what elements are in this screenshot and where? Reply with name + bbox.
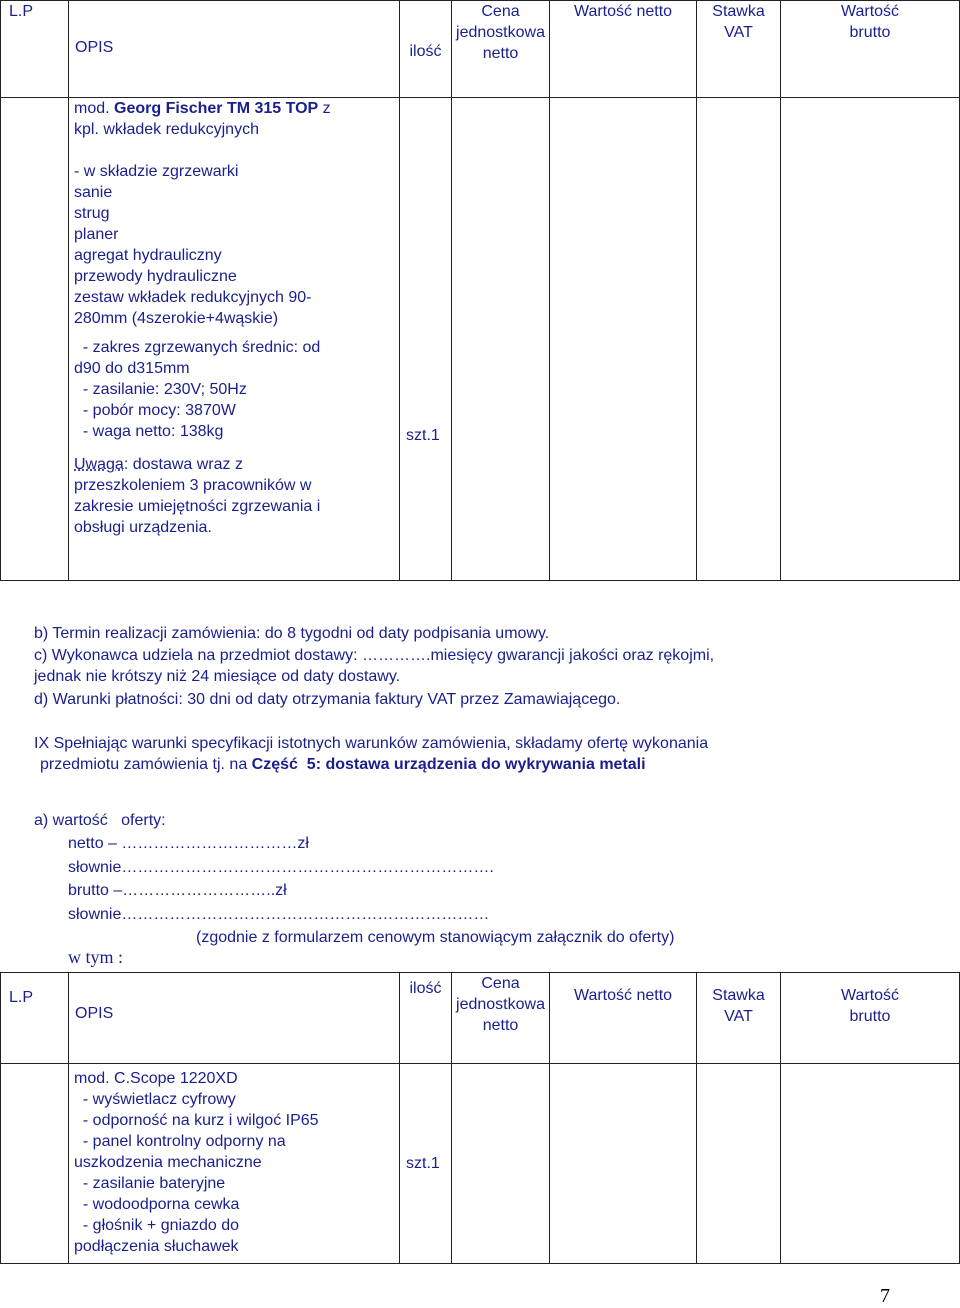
spec-line: - pobór mocy: 3870W	[74, 402, 236, 419]
header-stawka: Stawka VAT	[697, 1, 781, 98]
header-lp: L.P	[1, 1, 69, 98]
term-c-line2: jednak nie krótszy niż 24 miesiące od daty dostawy.	[34, 668, 401, 685]
offer-netto: netto – ……………………………zł	[68, 835, 309, 852]
item-net-value	[550, 98, 697, 581]
item-qty: szt.1	[400, 98, 452, 581]
section-ix-line2: przedmiotu zamówienia tj. na Część 5: dostawa urządzenia do wykrywania metali	[40, 756, 646, 773]
composition-line: - w składzie zgrzewarki	[74, 163, 239, 180]
note-line: obsługi urządzenia.	[74, 519, 212, 536]
page-number: 7	[880, 1285, 890, 1307]
header-ilosc: ilość	[400, 1, 452, 98]
item-lp-cell	[1, 98, 69, 581]
header-opis: OPIS	[69, 1, 400, 98]
composition-line: planer	[74, 226, 119, 243]
desc-line: - wodoodporna cewka	[74, 1196, 240, 1213]
table1-item-row	[1, 98, 960, 581]
item-net-value	[550, 1064, 697, 1264]
composition-line: przewody hydrauliczne	[74, 268, 237, 285]
offer-note: (zgodnie z formularzem cenowym stanowiącym załącznik do oferty)	[196, 929, 675, 946]
spec-line: - zakres zgrzewanych średnic: od	[74, 339, 321, 356]
section-ix-line1: IX Spełniając warunki specyfikacji istotnych warunków zamówienia, składamy ofertę wykonania	[34, 735, 709, 752]
desc-line: - zasilanie bateryjne	[74, 1175, 226, 1192]
table1-header-row	[1, 1, 960, 98]
desc-line: - wyświetlacz cyfrowy	[74, 1091, 236, 1108]
offer-slownie-1: słownie…………………………………………………………….	[68, 859, 494, 876]
offer-slownie-2: słownie……………………………………………………………	[68, 906, 490, 923]
item-vat-rate	[697, 98, 781, 581]
item-unit-price	[452, 1064, 550, 1264]
spec-line: - zasilanie: 230V; 50Hz	[74, 381, 247, 398]
item-unit-price	[452, 98, 550, 581]
offer-value-label: a) wartość oferty:	[34, 812, 166, 829]
composition-line: sanie	[74, 184, 113, 201]
desc-line: - panel kontrolny odporny na	[74, 1133, 286, 1150]
header-ilosc: ilość	[400, 973, 452, 1064]
model-line-2: kpl. wkładek redukcyjnych	[74, 121, 259, 138]
note-line: Uwaga: dostawa wraz z	[74, 456, 243, 473]
desc-line: - odporność na kurz i wilgoć IP65	[74, 1112, 319, 1129]
item-description	[69, 1064, 400, 1264]
composition-line: zestaw wkładek redukcyjnych 90-	[74, 289, 312, 306]
header-wartosc-brutto: Wartość brutto	[781, 1, 960, 98]
header-stawka: Stawka VAT	[697, 973, 781, 1064]
note-line: przeszkoleniem 3 pracowników w	[74, 477, 312, 494]
items-table-1	[0, 0, 960, 581]
desc-line: - głośnik + gniazdo do	[74, 1217, 239, 1234]
header-cena: Cena jednostkowa netto	[452, 973, 550, 1064]
header-opis: OPIS	[69, 973, 400, 1064]
composition-line: strug	[74, 205, 110, 222]
composition-line: agregat hydrauliczny	[74, 247, 222, 264]
item-gross-value	[781, 1064, 960, 1264]
offer-brutto: brutto –………………………..zł	[68, 882, 287, 899]
table2-item-row	[1, 1064, 960, 1264]
header-wartosc-netto: Wartość netto	[550, 973, 697, 1064]
spec-line: - waga netto: 138kg	[74, 423, 224, 440]
header-lp: L.P	[1, 973, 69, 1064]
w-tym-label: w tym :	[68, 947, 124, 967]
item-gross-value	[781, 98, 960, 581]
header-wartosc-brutto: Wartość brutto	[781, 973, 960, 1064]
term-b: b) Termin realizacji zamówienia: do 8 tygodni od daty podpisania umowy.	[34, 625, 550, 642]
item-vat-rate	[697, 1064, 781, 1264]
composition-line: 280mm (4szerokie+4wąskie)	[74, 310, 279, 327]
header-cena: Cena jednostkowa netto	[452, 1, 550, 98]
note-line: zakresie umiejętności zgrzewania i	[74, 498, 321, 515]
table2-header-row	[1, 973, 960, 1064]
desc-line: uszkodzenia mechaniczne	[74, 1154, 262, 1171]
items-table-2	[0, 972, 960, 1264]
item-qty: szt.1	[400, 1064, 452, 1264]
term-d: d) Warunki płatności: 30 dni od daty otrzymania faktury VAT przez Zamawiającego.	[34, 691, 621, 708]
header-wartosc-netto: Wartość netto	[550, 1, 697, 98]
spec-line: d90 do d315mm	[74, 360, 190, 377]
item-description	[69, 98, 400, 581]
term-c-line1: c) Wykonawca udziela na przedmiot dostawy: ………….miesięcy gwarancji jakości oraz rękojmi,	[34, 647, 715, 664]
item-lp-cell	[1, 1064, 69, 1264]
model-line: mod. Georg Fischer TM 315 TOP z	[74, 100, 331, 117]
desc-line: mod. C.Scope 1220XD	[74, 1070, 238, 1087]
desc-line: podłączenia słuchawek	[74, 1238, 239, 1255]
